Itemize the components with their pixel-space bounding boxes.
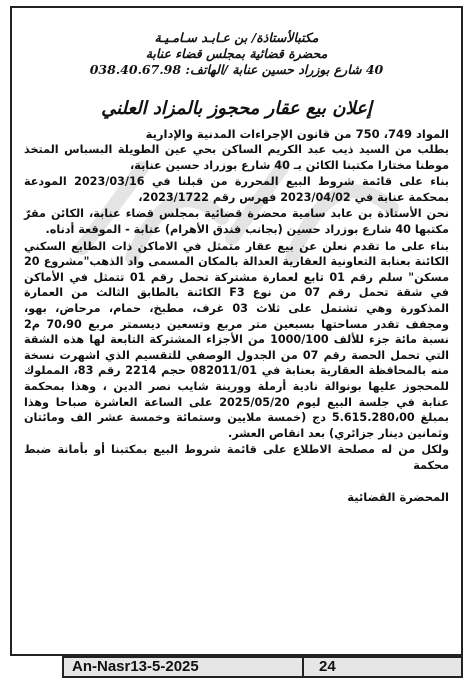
paragraph-conditions: بناء على قائمة شروط البيع المحررة من قبلنا في 2023/03/16 المودعة بمحكمة عنابة في 2023/04/02 فهرس رقم 2023/1722، [24,175,449,204]
page-number: 24 [319,658,336,675]
paragraph-petitioner: بطلب من السيد ذيب عبد الكريم الساكن بحي عين الطويلة البسباس المتخذ موطنا مختارا مكتبنا الكائن بـ 40 شارع بوزراد حسين عنابة، [24,143,449,172]
footer-divider [302,658,304,676]
newspaper-footer [62,656,463,678]
court-name: محضرة قضائية بمجلس قضاء عنابة [145,46,328,61]
office-name: مكتبالأستاذة/ بن عـابـد سـامـيـة [154,30,319,45]
signature: المحضرة القضائية [347,490,449,505]
legal-articles: المواد 749، 750 من قانون الإجراءات المدنية والإدارية [145,127,449,141]
paragraph-bailiff: نحن الأستاذة بن عابد سامية محضرة قضائية بمجلس قضاء عنابة، الكائن مقرّ مكتبها 40 شارع بوزراد حسين (بجانب فندق الأهرام) عنابة - الموقعة أدناه. [24,207,449,236]
announcement-content [24,30,449,505]
office-address: 40 شارع بوزراد حسين عنابة /الهاتف: 038.40.67.98 [89,62,384,77]
paragraph-property: بناء على ما تقدم نعلن عن بيع عقار متمثل في الاماكن ذات الطابع السكني الكائنة بعنابة التعاونية العقارية العدالة بالمكان المسمى واد الذهب"مشروع 20 مسكن" سلم رقم 01 تابع لعمارة مشتركة تحمل رقم 01 تتمثل في الأماكن في شقة تحمل رقم 07 من نوع F3 الكائنة بالطابق الثالث من العمارة المذكورة وهي تشتمل على ثلاث 03 غرف، مطبخ، حمام، مرحاض، بهو، ومجفف تقدر مساحتها بسبعين متر مربع وتسعين ديسمتر مربع 70،90 م2 نسبة مائة جزء للألف 1000/100 من الأجزاء المشتركة التابعة لها هذه الشقة التي تحمل الحصة رقم 07 من الجدول الوصفي للتقسيم الذي اشهرت نسخة منه بالمحافظة العقارية بعنابة في 082011/01 حجم 2214 رقم 83، المملوك للمحجوز عليها بونوالة نادية أرملة وورينة شايب نصر الدين ، وهذا بمحكمة عنابة في جلسة البيع ليوم 2025/05/20 على الساعة العاشرة صباحا وهذا بمبلغ 5.615.280،00 دج (خمسة ملايين وستمائة وخمسة عشر الف ومائتان وثمانين دينار جزائري) بعد انقاص العشر. [24,239,450,440]
announcement-title: إعلان بيع عقار محجوز بالمزاد العلني [101,98,372,119]
paragraph-consultation: ولكل من له مصلحة الاطلاع على قائمة شروط البيع بمكتبنا أو بأمانة ضبط محكمة [24,443,449,472]
issue-date: An-Nasr13-5-2025 [72,658,199,675]
announcement-frame [10,6,463,656]
